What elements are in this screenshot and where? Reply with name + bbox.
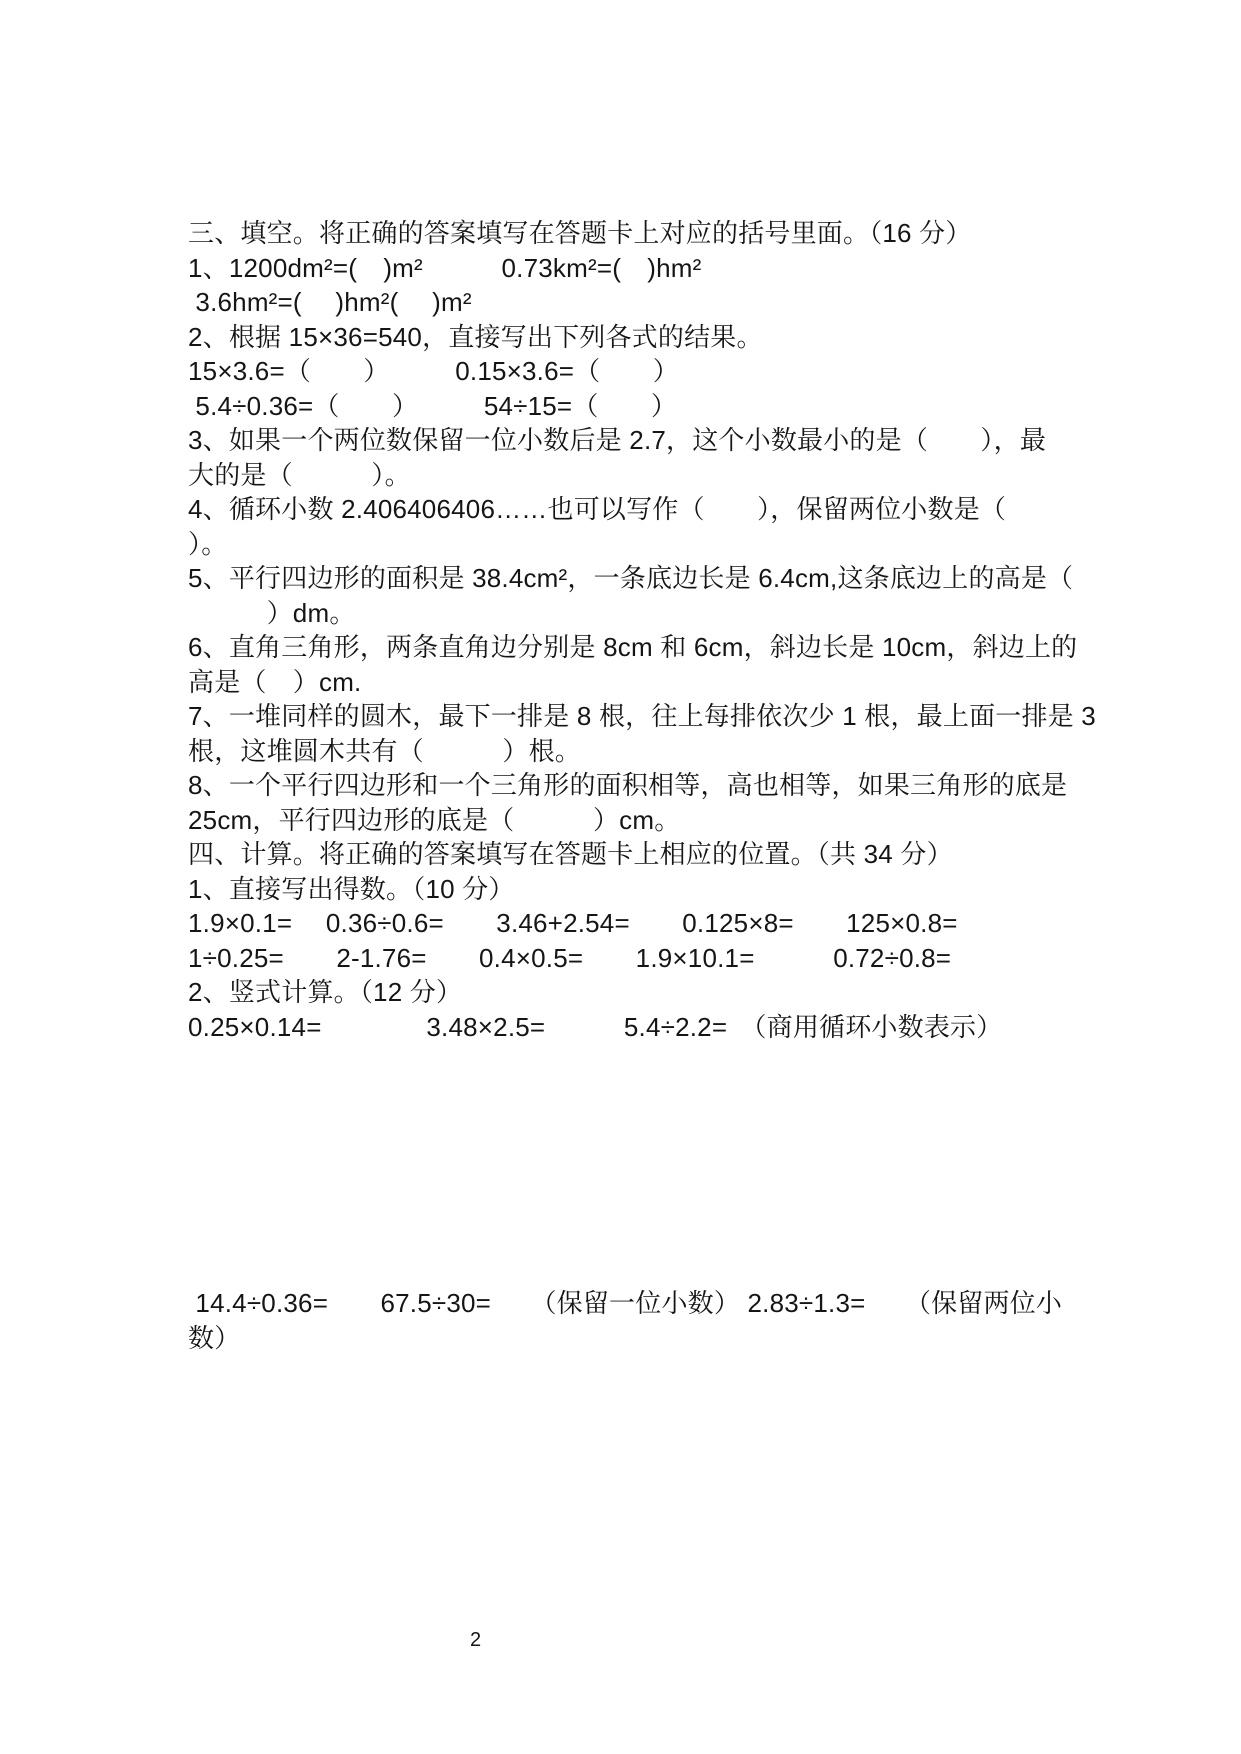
q4-line-1: 4、循环小数 2.406406406……也可以写作（ ），保留两位小数是（ bbox=[188, 494, 1007, 524]
oral-calc-row-1: 1.9×0.1= 0.36÷0.6= 3.46+2.54= 0.125×8= 125×0.8= bbox=[188, 908, 958, 938]
q1-line-2: 3.6hm²=( )hm²( )m² bbox=[188, 287, 472, 317]
q8-line-1: 8、一个平行四边形和一个三角形的面积相等，高也相等，如果三角形的底是 bbox=[188, 770, 1068, 800]
q5-line-1: 5、平行四边形的面积是 38.4cm²，一条底边长是 6.4cm,这条底边上的高是（ bbox=[188, 563, 1074, 593]
q2-intro: 2、根据 15×36=540，直接写出下列各式的结果。 bbox=[188, 321, 763, 352]
page-number: 2 bbox=[470, 1629, 482, 1651]
worksheet-content bbox=[188, 216, 1096, 1355]
q7-line-1: 7、一堆同样的圆木，最下一排是 8 根，往上每排依次少 1 根，最上面一排是 3 bbox=[188, 701, 1096, 731]
q7-line-2: 根，这堆圆木共有（ ）根。 bbox=[188, 735, 582, 766]
q8-line-2: 25cm，平行四边形的底是（ ）cm。 bbox=[188, 804, 681, 835]
oral-calc-title: 1、直接写出得数。（10 分） bbox=[188, 873, 515, 904]
q6-line-2: 高是（ ）cm. bbox=[188, 666, 362, 697]
q1-line-1: 1、1200dm²=( )m² 0.73km²=( )hm² bbox=[188, 252, 702, 283]
vertical-calc-title: 2、竖式计算。（12 分） bbox=[188, 977, 463, 1007]
q3-line-2: 大的是（ ）。 bbox=[188, 459, 411, 490]
division-calc-row-2: 数） bbox=[188, 1322, 241, 1353]
vertical-calc-workspace bbox=[188, 1044, 1093, 1286]
q3-line-1: 3、如果一个两位数保留一位小数后是 2.7，这个小数最小的是（ ），最 bbox=[188, 425, 1047, 455]
division-calc-row-1: 14.4÷0.36= 67.5÷30= （保留一位小数） 2.83÷1.3= （保留两位小 bbox=[188, 1288, 1063, 1318]
section-heading-calculation: 四、计算。将正确的答案填写在答题卡上相应的位置。（共 34 分） bbox=[188, 839, 953, 869]
vertical-calc-row: 0.25×0.14= 3.48×2.5= 5.4÷2.2= （商用循环小数表示） bbox=[188, 1011, 1003, 1042]
q4-line-2: ）。 bbox=[188, 528, 228, 559]
q6-line-1: 6、直角三角形，两条直角边分别是 8cm 和 6cm，斜边长是 10cm，斜边上的 bbox=[188, 632, 1078, 662]
q2-row-2: 5.4÷0.36=（ ） 54÷15=（ ） bbox=[188, 390, 678, 421]
q5-line-2: ）dm。 bbox=[188, 597, 356, 628]
oral-calc-row-2: 1÷0.25= 2-1.76= 0.4×0.5= 1.9×10.1= 0.72÷0.8= bbox=[188, 942, 952, 973]
section-heading-fill-blanks: 三、填空。将正确的答案填写在答题卡上对应的括号里面。（16 分） bbox=[188, 218, 972, 248]
q2-row-1: 15×3.6=（ ） 0.15×3.6=（ ） bbox=[188, 356, 679, 386]
